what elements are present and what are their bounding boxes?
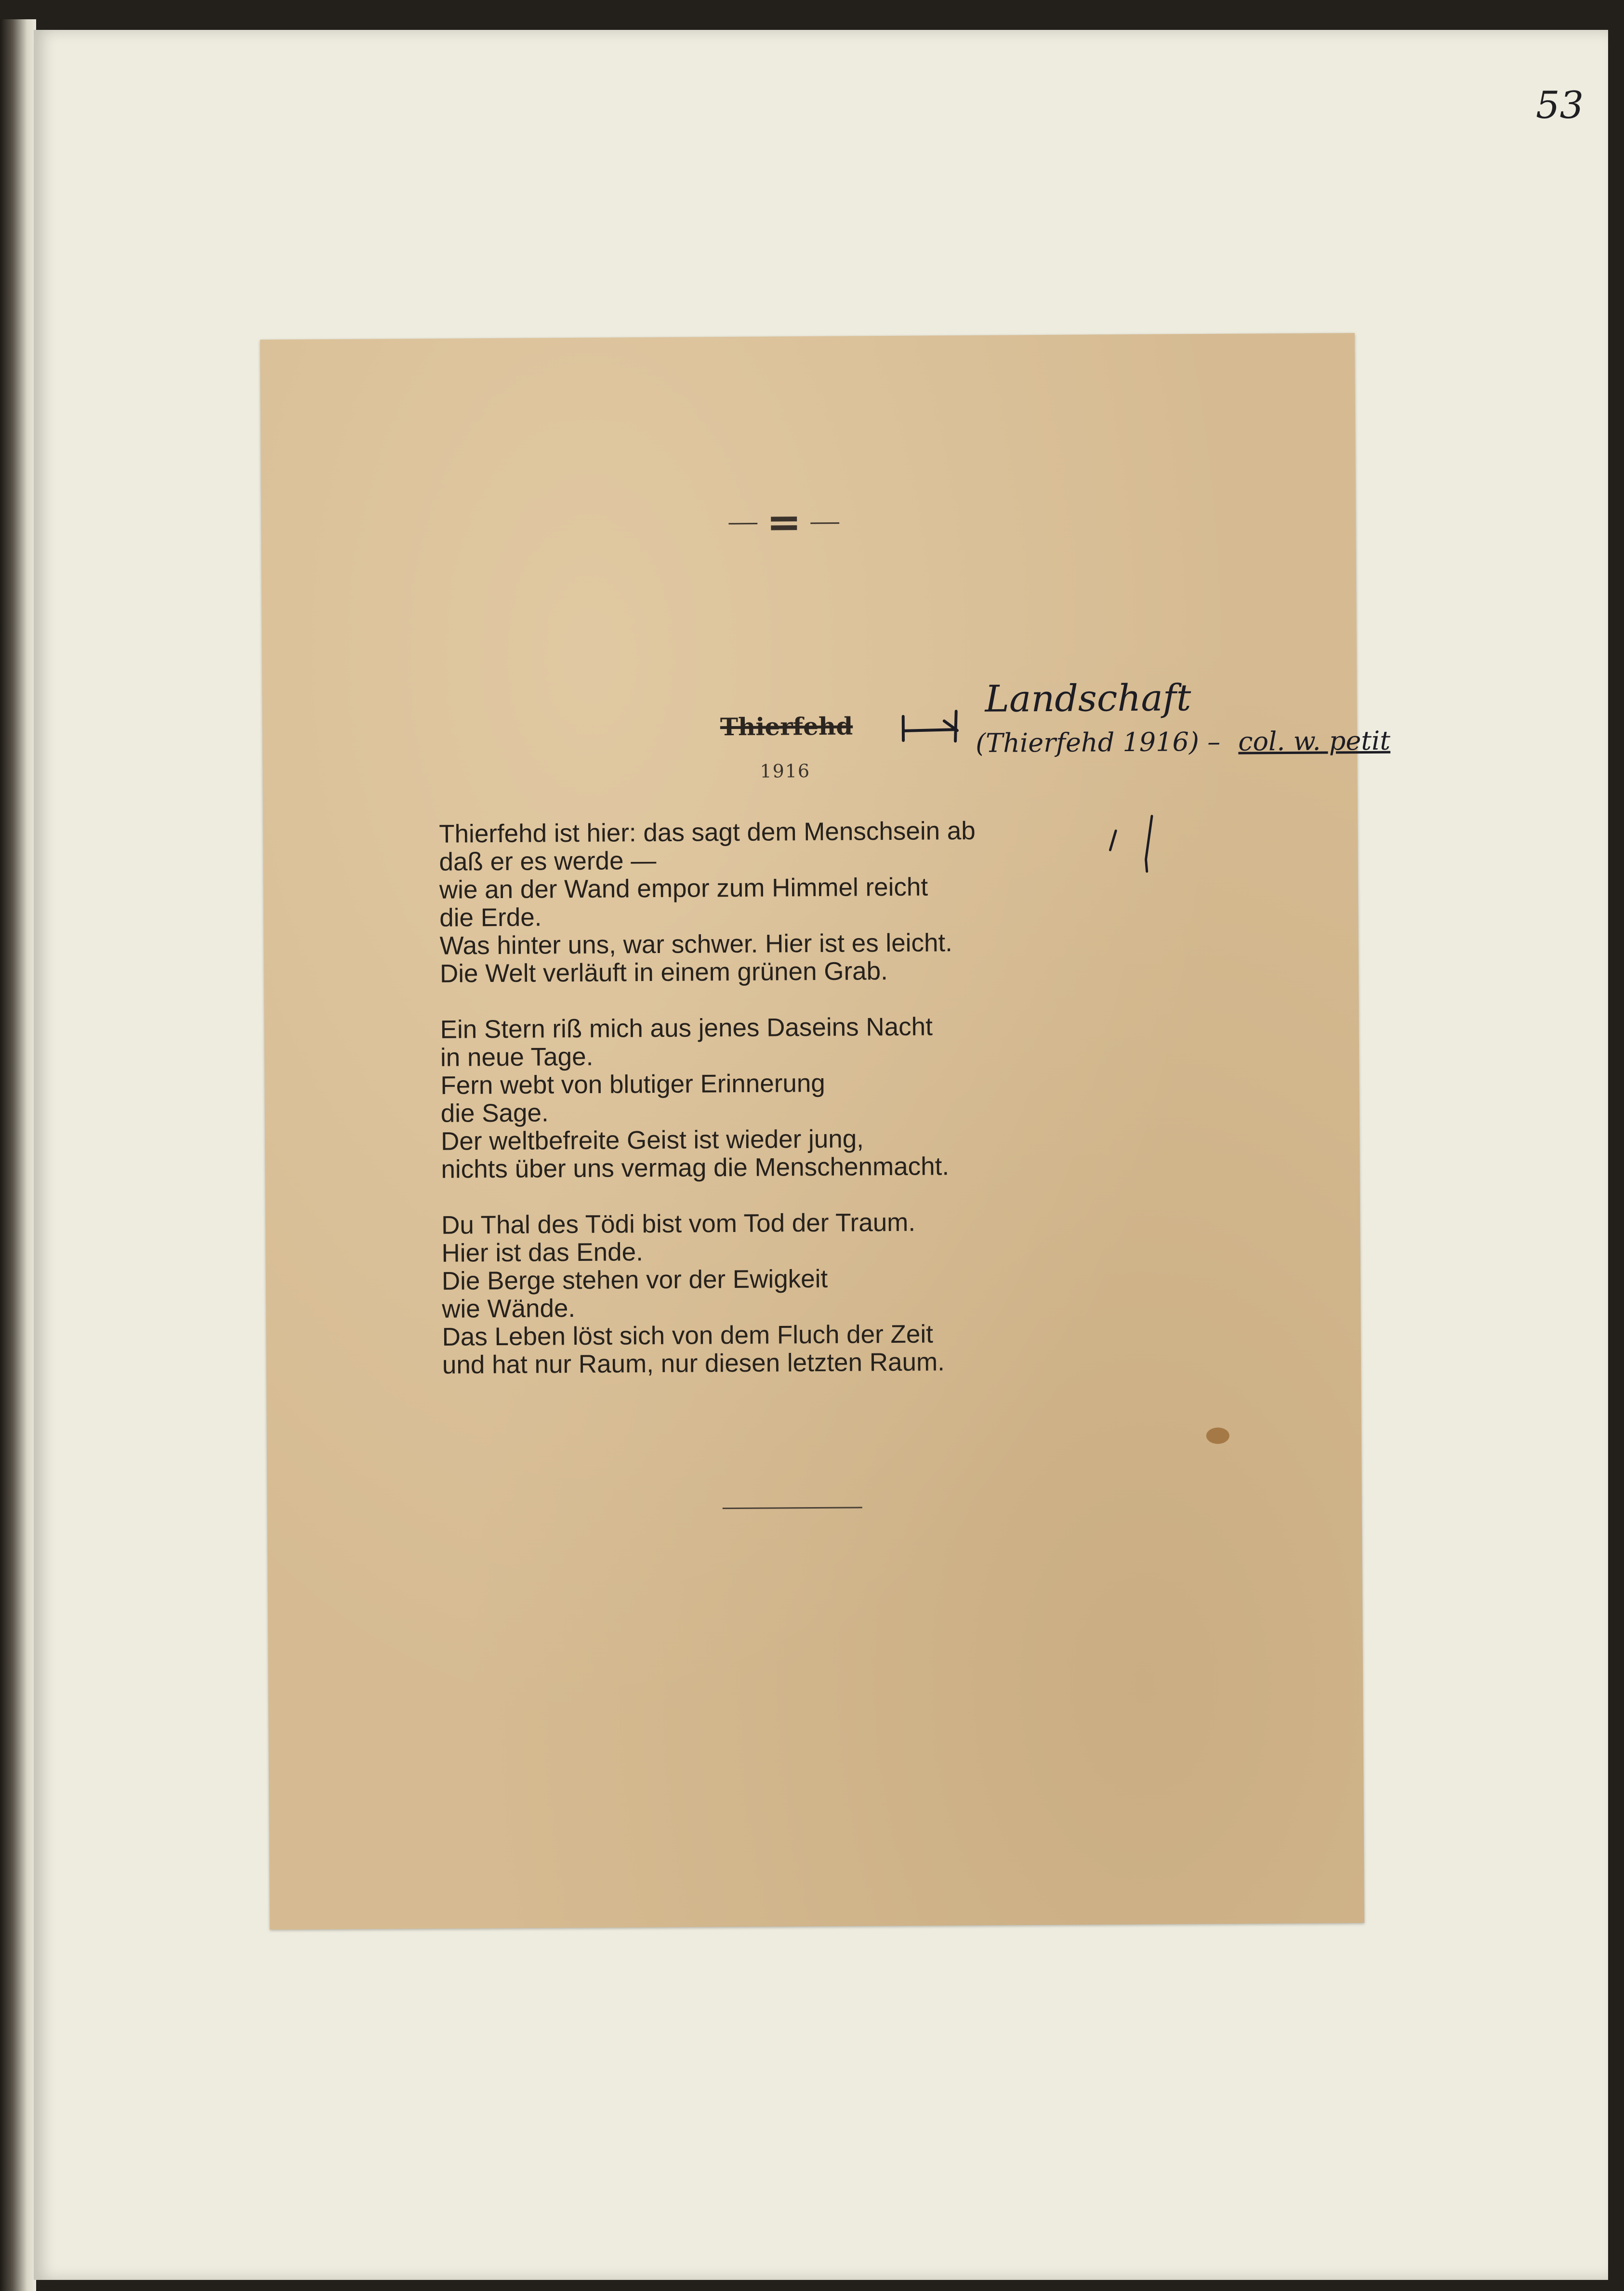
poem-line: Hier ist das Ende.	[441, 1238, 644, 1268]
poem-year: 1916	[760, 760, 811, 782]
book-spine	[0, 19, 36, 2291]
poem-line: Thierfehd ist hier: das sagt dem Menschsein ab	[439, 816, 976, 848]
paper-stain	[1206, 1428, 1229, 1444]
poem-line: Du Thal des Tödi bist vom Tod der Traum.	[441, 1208, 916, 1240]
poem-line: und hat nur Raum, nur diesen letzten Raum.	[442, 1348, 945, 1379]
folio-number: 53	[1536, 84, 1584, 127]
poem-line: Der weltbefreite Geist ist wieder jung,	[440, 1125, 864, 1156]
poem-line: daß er es werde —	[439, 846, 657, 876]
poem-line: die Erde.	[439, 903, 542, 932]
handwritten-note: col. w. petit	[1238, 725, 1391, 757]
poem-body	[439, 817, 979, 1407]
closing-rule	[723, 1507, 862, 1509]
poem-line: Was hinter uns, war schwer. Hier ist es leicht.	[439, 928, 953, 960]
handwritten-slash-mark	[1106, 811, 1164, 874]
stanza-3	[441, 1208, 979, 1379]
poem-line: Fern webt von blutiger Erinnerung	[440, 1069, 825, 1100]
poem-line: Die Welt verläuft in einem grünen Grab.	[439, 957, 888, 988]
struck-title: Thierfehd	[720, 712, 853, 742]
stanza-2	[440, 1013, 978, 1184]
poem-line: Das Leben löst sich von dem Fluch der Zeit	[442, 1320, 934, 1351]
ornament-divider	[728, 514, 839, 533]
stanza-1	[439, 817, 977, 988]
poem-line: in neue Tage.	[440, 1042, 594, 1072]
poem-line: nichts über uns vermag die Menschenmacht.	[441, 1152, 950, 1184]
poem-line: Die Berge stehen vor der Ewigkeit	[441, 1264, 828, 1296]
poem-line: wie an der Wand empor zum Himmel reicht	[439, 873, 928, 904]
insertion-mark	[898, 702, 966, 745]
poem-line: wie Wände.	[442, 1294, 576, 1324]
handwritten-title: Landschaft	[985, 676, 1191, 720]
poem-line: Ein Stern riß mich aus jenes Daseins Nacht	[440, 1012, 933, 1044]
album-page	[34, 30, 1608, 2280]
poem-line: die Sage.	[440, 1099, 549, 1128]
handwritten-subtitle: (Thierfehd 1916) – col. w. petit	[975, 725, 1391, 758]
handwritten-subtitle-text: (Thierfehd 1916)	[975, 727, 1200, 758]
pasted-poem-sheet	[260, 333, 1391, 1930]
